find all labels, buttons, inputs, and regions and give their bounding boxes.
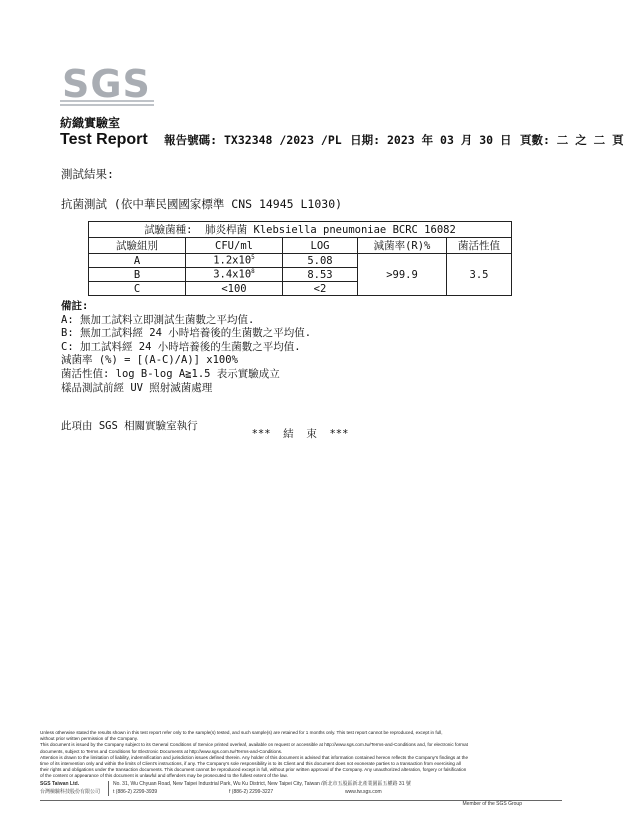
member-line: Member of the SGS Group bbox=[462, 801, 522, 807]
disclaimer bbox=[40, 730, 562, 780]
results-heading: 測試結果: bbox=[61, 167, 114, 181]
disclaimer-line: Attention is drawn to the limitation of liability, indemnification and jurisdiction issues defined therein. Any holder of this document is advised that information contained hereon reflects the Company's findings at the bbox=[40, 754, 468, 760]
col-header-cfu: CFU/ml bbox=[186, 238, 283, 254]
page-count: 頁數: 二 之 二 頁 bbox=[519, 133, 624, 147]
end-mark: *** 結 束 *** bbox=[251, 428, 349, 440]
sgs-logo bbox=[60, 60, 156, 108]
company-name-en: SGS Taiwan Ltd. bbox=[40, 781, 80, 787]
group-cell: B bbox=[89, 268, 186, 282]
results-table bbox=[88, 221, 512, 296]
disclaimer-line: This document is issued by the Company subject to its General Conditions of Service printed overleaf, available on request or accessible at http://www.sgs.com.tw/Terms-and-Conditions and, for electronic format bbox=[40, 742, 468, 748]
strain-row bbox=[89, 222, 512, 238]
disclaimer-line: documents, subject to Terms and Conditions for Electronic Documents at http://www.sgs.com.tw/Terms-and-Conditions. bbox=[40, 748, 283, 754]
activity-cell: 3.5 bbox=[447, 254, 512, 296]
col-header-reduction: 減菌率(R)% bbox=[358, 238, 447, 254]
group-cell: C bbox=[89, 282, 186, 296]
strain-label: 試驗菌種: bbox=[144, 224, 193, 236]
note-line: 減菌率 (%) = [(A-C)/A)] x100% bbox=[61, 354, 238, 367]
note-line: C: 加工試料經 24 小時培養後的生菌數之平均值. bbox=[61, 340, 301, 353]
logo-text: SGS bbox=[62, 62, 151, 106]
note-line: 樣品測試前經 UV 照射滅菌處理 bbox=[61, 381, 213, 394]
note-line: 菌活性值: log B-log A≧1.5 表示實驗成立 bbox=[61, 367, 280, 380]
company-footer bbox=[40, 781, 562, 809]
department: 紡織實驗室 bbox=[60, 116, 121, 130]
cfu-value: 1.2x10 bbox=[213, 254, 252, 267]
header-row bbox=[89, 238, 512, 254]
col-header-group: 試驗組別 bbox=[89, 238, 186, 254]
performed-by: 此項由 SGS 相關實驗室執行 bbox=[61, 420, 198, 432]
note-line: A: 無加工試料立即測試生菌數之平均值. bbox=[61, 313, 255, 326]
log-cell: 8.53 bbox=[283, 268, 358, 282]
report-title: Test Report bbox=[60, 131, 148, 148]
company-name-zh: 台灣檢驗科技股份有限公司 bbox=[40, 788, 101, 795]
disclaimer-line: without prior written permission of the Company. bbox=[40, 736, 138, 742]
notes-heading: 備註: bbox=[61, 300, 89, 312]
cfu-exponent: 8 bbox=[251, 268, 255, 276]
disclaimer-line: Unless otherwise stated the results shown in this test report refer only to the sample(s) tested, and such sample(s) are retained for 1 months only. This test report cannot be reproduced, except in full, bbox=[40, 730, 443, 735]
report-number: 報告號碼: TX32348 /2023 /PL bbox=[164, 133, 342, 147]
disclaimer-line: their rights and obligations under the transaction documents. This document cannot be reproduced except in full, without prior written approval of the Company. Any unauthorized alteration, forgery or falsification bbox=[40, 767, 467, 773]
address-row bbox=[40, 781, 562, 789]
phone: t (886-2) 2299-3939 bbox=[108, 789, 223, 797]
cfu-cell bbox=[186, 254, 283, 268]
cfu-exponent: 5 bbox=[251, 254, 255, 262]
company-address: No. 31, Wu Chyuan Road, New Taipei Industrial Park, Wu Ku District, New Taipei City, Taiwan /新北市五股區新北產業園區五權路 31 號 bbox=[108, 781, 411, 789]
fax: f (886-2) 2299-3227 bbox=[229, 788, 274, 795]
log-cell: 5.08 bbox=[283, 254, 358, 268]
disclaimer-line: time of its intervention only and within the limits of Client's instructions, if any. The Company's sole responsibility is to its Client and this document does not exonerate parties to a transaction from exercising all bbox=[40, 761, 461, 767]
log-cell: <2 bbox=[283, 282, 358, 296]
test-name: 抗菌測試 (依中華民國國家標準 CNS 14945 L1030) bbox=[61, 197, 343, 211]
cfu-cell bbox=[186, 268, 283, 282]
notes-block bbox=[61, 300, 311, 395]
report-header-line bbox=[60, 131, 624, 149]
cfu-cell: <100 bbox=[186, 282, 283, 296]
cfu-value: 3.4x10 bbox=[213, 268, 252, 281]
note-line: B: 無加工試料經 24 小時培養後的生菌數之平均值. bbox=[61, 327, 312, 340]
group-cell: A bbox=[89, 254, 186, 268]
website[interactable]: www.tw.sgs.com bbox=[345, 788, 382, 795]
strain-cell bbox=[89, 222, 512, 238]
contact-row bbox=[40, 789, 562, 797]
col-header-activity: 菌活性值 bbox=[447, 238, 512, 254]
reduction-cell: >99.9 bbox=[358, 254, 447, 296]
col-header-log: LOG bbox=[283, 238, 358, 254]
report-date: 日期: 2023 年 03 月 30 日 bbox=[350, 133, 512, 147]
strain-name: 肺炎桿菌 Klebsiella pneumoniae BCRC 16082 bbox=[205, 224, 456, 236]
table-row bbox=[89, 254, 512, 268]
disclaimer-line: of the content or appearance of this document is unlawful and offenders may be prosecuted to the fullest extent of the law. bbox=[40, 773, 288, 779]
